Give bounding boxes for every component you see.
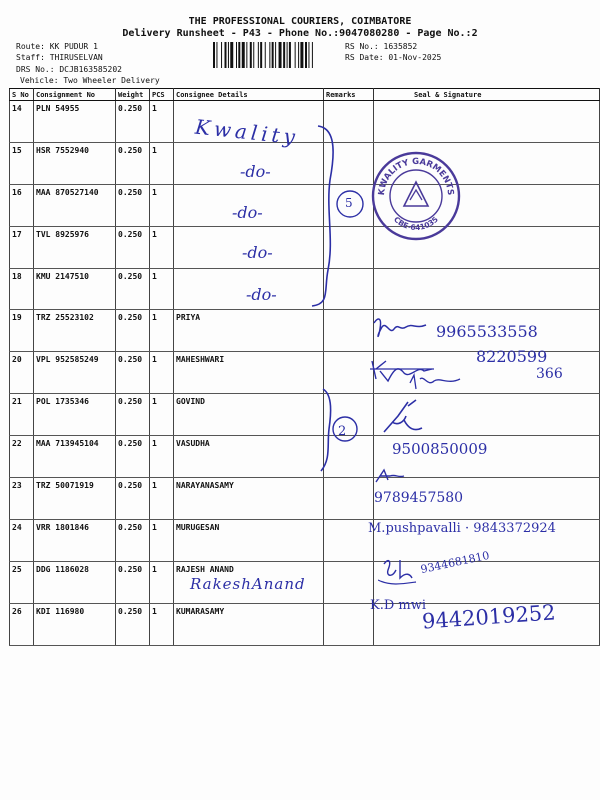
- col-consignee: Consignee Details: [174, 89, 324, 101]
- cell-weight: 0.250: [116, 561, 150, 603]
- cell-consignee: NARAYANASAMY: [174, 478, 324, 520]
- bracket-mark: [300, 120, 370, 310]
- handwritten-phone: 9442019252: [421, 600, 557, 634]
- cell-remarks: [324, 519, 374, 561]
- col-remarks: Remarks: [324, 89, 374, 101]
- handwritten-signature: M.pushpavalli · 9843372924: [368, 521, 556, 536]
- cell-sno: 16: [10, 184, 34, 226]
- cell-seal: [374, 268, 600, 310]
- cell-weight: 0.250: [116, 142, 150, 184]
- cell-weight: 0.250: [116, 352, 150, 394]
- cell-pcs: 1: [150, 561, 174, 603]
- cell-pcs: 1: [150, 101, 174, 143]
- cell-sno: 21: [10, 394, 34, 436]
- cell-consignment: PLN 54955: [34, 101, 116, 143]
- cell-consignment: VPL 952585249: [34, 352, 116, 394]
- svg-text:CBE-641035: [392, 215, 440, 232]
- barcode: [213, 42, 341, 68]
- cell-sno: 24: [10, 519, 34, 561]
- handwritten-phone: 9500850009: [392, 440, 488, 458]
- rs-number: RS No.: 1635852: [345, 42, 418, 51]
- cell-consignee: RAJESH ANAND: [174, 561, 324, 603]
- cell-remarks: [324, 310, 374, 352]
- handwritten-ditto: -do-: [232, 203, 263, 222]
- group-count-circle: 2: [338, 424, 347, 439]
- cell-consignment: POL 1735346: [34, 394, 116, 436]
- stamp-top-text: KWALITY GARMENTS: [376, 156, 456, 196]
- cell-weight: 0.250: [116, 310, 150, 352]
- cell-consignment: DDG 1186028: [34, 561, 116, 603]
- signature-govind: [378, 392, 428, 440]
- cell-sno: 26: [10, 603, 34, 645]
- col-seal: Seal & Signature: [374, 89, 600, 101]
- group-count-circle: 5: [345, 196, 353, 210]
- col-consignment: Consignment No: [34, 89, 116, 101]
- cell-pcs: 1: [150, 184, 174, 226]
- cell-consignee: GOVIND: [174, 394, 324, 436]
- cell-weight: 0.250: [116, 519, 150, 561]
- drs-label: DRS No.: DCJB163585202: [16, 65, 122, 74]
- signature-narayanasamy: [372, 466, 418, 486]
- handwritten-signature: K.D mwi: [370, 598, 427, 613]
- rs-date: RS Date: 01-Nov-2025: [345, 53, 442, 62]
- cell-consignment: TRZ 50071919: [34, 478, 116, 520]
- table-row: [10, 436, 600, 478]
- handwritten-ditto: -do-: [240, 162, 271, 181]
- handwritten-phone: 366: [536, 366, 563, 382]
- handwritten-signature: RakeshAnand: [190, 575, 306, 593]
- cell-consignment: KMU 2147510: [34, 268, 116, 310]
- cell-weight: 0.250: [116, 603, 150, 645]
- cell-weight: 0.250: [116, 268, 150, 310]
- cell-sno: 15: [10, 142, 34, 184]
- signature-priya: [370, 315, 430, 345]
- cell-consignee: MAHESHWARI: [174, 352, 324, 394]
- cell-pcs: 1: [150, 478, 174, 520]
- cell-sno: 18: [10, 268, 34, 310]
- cell-consignee: PRIYA: [174, 310, 324, 352]
- cell-pcs: 1: [150, 394, 174, 436]
- cell-pcs: 1: [150, 603, 174, 645]
- cell-pcs: 1: [150, 268, 174, 310]
- cell-consignment: HSR 7552940: [34, 142, 116, 184]
- col-weight: Weight: [116, 89, 150, 101]
- col-pcs: PCS: [150, 89, 174, 101]
- cell-remarks: [324, 561, 374, 603]
- vehicle-label: Vehicle: Two Wheeler Delivery: [20, 76, 160, 85]
- handwritten-phone: 9965533558: [436, 322, 538, 341]
- cell-weight: 0.250: [116, 184, 150, 226]
- route-label: Route: KK PUDUR 1: [16, 42, 98, 51]
- cell-consignment: MAA 713945104: [34, 436, 116, 478]
- cell-sno: 17: [10, 226, 34, 268]
- cell-seal: [374, 101, 600, 143]
- cell-weight: 0.250: [116, 226, 150, 268]
- cell-consignee: VASUDHA: [174, 436, 324, 478]
- cell-remarks: [324, 478, 374, 520]
- stamp-bottom-text: CBE-641035: [392, 214, 440, 233]
- cell-remarks: [324, 603, 374, 645]
- handwritten-ditto: -do-: [242, 243, 273, 262]
- company-seal-stamp: [370, 150, 462, 242]
- cell-sno: 20: [10, 352, 34, 394]
- runsheet-subtitle: Delivery Runsheet - P43 - Phone No.:9047080280 - Page No.:2: [122, 28, 478, 39]
- cell-weight: 0.250: [116, 436, 150, 478]
- handwritten-phone: 8220599: [476, 347, 548, 366]
- handwritten-phone: 9789457580: [374, 490, 464, 506]
- handwritten-phone: 9344681810: [419, 548, 491, 577]
- cell-weight: 0.250: [116, 478, 150, 520]
- signature-rajesh: [378, 556, 418, 586]
- cell-weight: 0.250: [116, 394, 150, 436]
- staff-label: Staff: THIRUSELVAN: [16, 53, 103, 62]
- cell-consignee: MURUGESAN: [174, 519, 324, 561]
- cell-pcs: 1: [150, 226, 174, 268]
- cell-consignment: KDI 116980: [34, 603, 116, 645]
- cell-consignment: VRR 1801846: [34, 519, 116, 561]
- cell-pcs: 1: [150, 352, 174, 394]
- signature-maheshwari: [368, 355, 488, 393]
- handwritten-kwality: Kwality: [194, 114, 301, 150]
- table-row: [10, 478, 600, 520]
- table-row: [10, 394, 600, 436]
- cell-pcs: 1: [150, 142, 174, 184]
- cell-consignment: MAA 870527140: [34, 184, 116, 226]
- cell-consignment: TRZ 25523102: [34, 310, 116, 352]
- cell-pcs: 1: [150, 310, 174, 352]
- col-sno: S No: [10, 89, 34, 101]
- cell-pcs: 1: [150, 436, 174, 478]
- company-title: THE PROFESSIONAL COURIERS, COIMBATORE: [188, 16, 412, 27]
- cell-consignee: KUMARASAMY: [174, 603, 324, 645]
- handwritten-ditto: -do-: [246, 285, 277, 304]
- cell-weight: 0.250: [116, 101, 150, 143]
- table-header-row: [10, 89, 600, 101]
- cell-consignment: TVL 8925976: [34, 226, 116, 268]
- cell-sno: 22: [10, 436, 34, 478]
- cell-sno: 23: [10, 478, 34, 520]
- cell-sno: 25: [10, 561, 34, 603]
- cell-sno: 14: [10, 101, 34, 143]
- cell-sno: 19: [10, 310, 34, 352]
- cell-pcs: 1: [150, 519, 174, 561]
